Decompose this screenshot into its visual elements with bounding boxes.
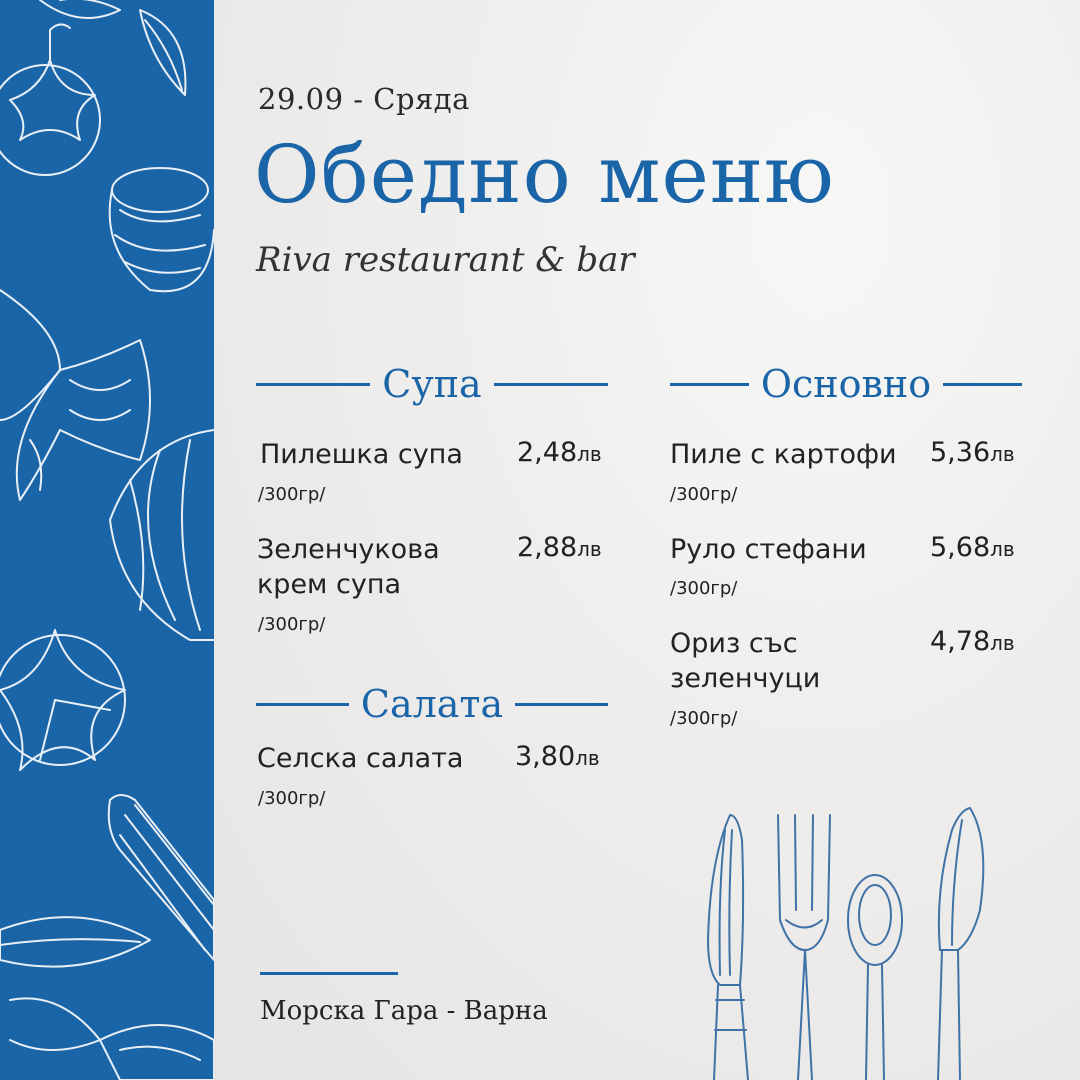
price-value: 2,48 bbox=[517, 437, 578, 468]
menu-item-portion: /300гр/ bbox=[258, 484, 326, 505]
menu-item-name: Зеленчукова крем супа bbox=[257, 534, 440, 600]
price-currency: лв bbox=[990, 442, 1015, 466]
menu-item-portion: /300гр/ bbox=[670, 708, 738, 729]
menu-item-price bbox=[517, 532, 602, 563]
price-value: 5,36 bbox=[930, 437, 991, 468]
price-currency: лв bbox=[577, 537, 602, 561]
knife-icon bbox=[708, 815, 748, 1080]
menu-item-portion: /300гр/ bbox=[258, 788, 326, 809]
menu-item-price bbox=[930, 626, 1015, 657]
fork-icon bbox=[778, 815, 830, 1080]
price-currency: лв bbox=[577, 442, 602, 466]
section-header-main bbox=[670, 364, 1022, 404]
menu-item-price bbox=[515, 741, 600, 772]
menu-item-name: Пилешка супа bbox=[260, 439, 463, 470]
menu-item-price bbox=[930, 532, 1015, 563]
section-title: Основно bbox=[760, 362, 932, 406]
knife-icon bbox=[938, 808, 983, 1080]
divider-line bbox=[943, 383, 1022, 386]
divider-line bbox=[494, 383, 608, 386]
section-header-salad bbox=[256, 684, 608, 724]
section-header-soup bbox=[256, 364, 608, 404]
food-sketch-sidebar bbox=[0, 0, 214, 1080]
spoon-icon bbox=[848, 875, 902, 1080]
price-value: 3,80 bbox=[515, 741, 576, 772]
price-value: 4,78 bbox=[930, 626, 991, 657]
menu-item-name: Ориз със зеленчуци bbox=[670, 628, 821, 694]
menu-item-price bbox=[517, 437, 602, 468]
price-currency: лв bbox=[990, 537, 1015, 561]
food-sketch-pattern-icon bbox=[0, 0, 214, 1080]
divider-line bbox=[256, 383, 370, 386]
menu-date: 29.09 - Сряда bbox=[258, 82, 470, 116]
menu-item-name: Селска салата bbox=[257, 743, 464, 774]
menu-item-name: Пиле с картофи bbox=[670, 439, 897, 470]
menu-item-portion: /300гр/ bbox=[670, 484, 738, 505]
price-currency: лв bbox=[575, 746, 600, 770]
location-text: Морска Гара - Варна bbox=[260, 996, 548, 1026]
price-currency: лв bbox=[990, 631, 1015, 655]
restaurant-name: Riva restaurant & bar bbox=[256, 240, 635, 280]
footer-divider bbox=[260, 972, 398, 975]
price-value: 2,88 bbox=[517, 532, 578, 563]
divider-line bbox=[670, 383, 749, 386]
menu-item-portion: /300гр/ bbox=[670, 578, 738, 599]
cutlery-illustration bbox=[690, 800, 1000, 1080]
menu-item-price bbox=[930, 437, 1015, 468]
menu-item-portion: /300гр/ bbox=[258, 614, 326, 635]
page-title: Обедно меню bbox=[254, 128, 835, 221]
price-value: 5,68 bbox=[930, 532, 991, 563]
section-title: Супа bbox=[382, 362, 482, 406]
divider-line bbox=[515, 703, 608, 706]
section-title: Салата bbox=[360, 682, 504, 726]
menu-item-name: Руло стефани bbox=[670, 534, 867, 565]
divider-line bbox=[256, 703, 349, 706]
